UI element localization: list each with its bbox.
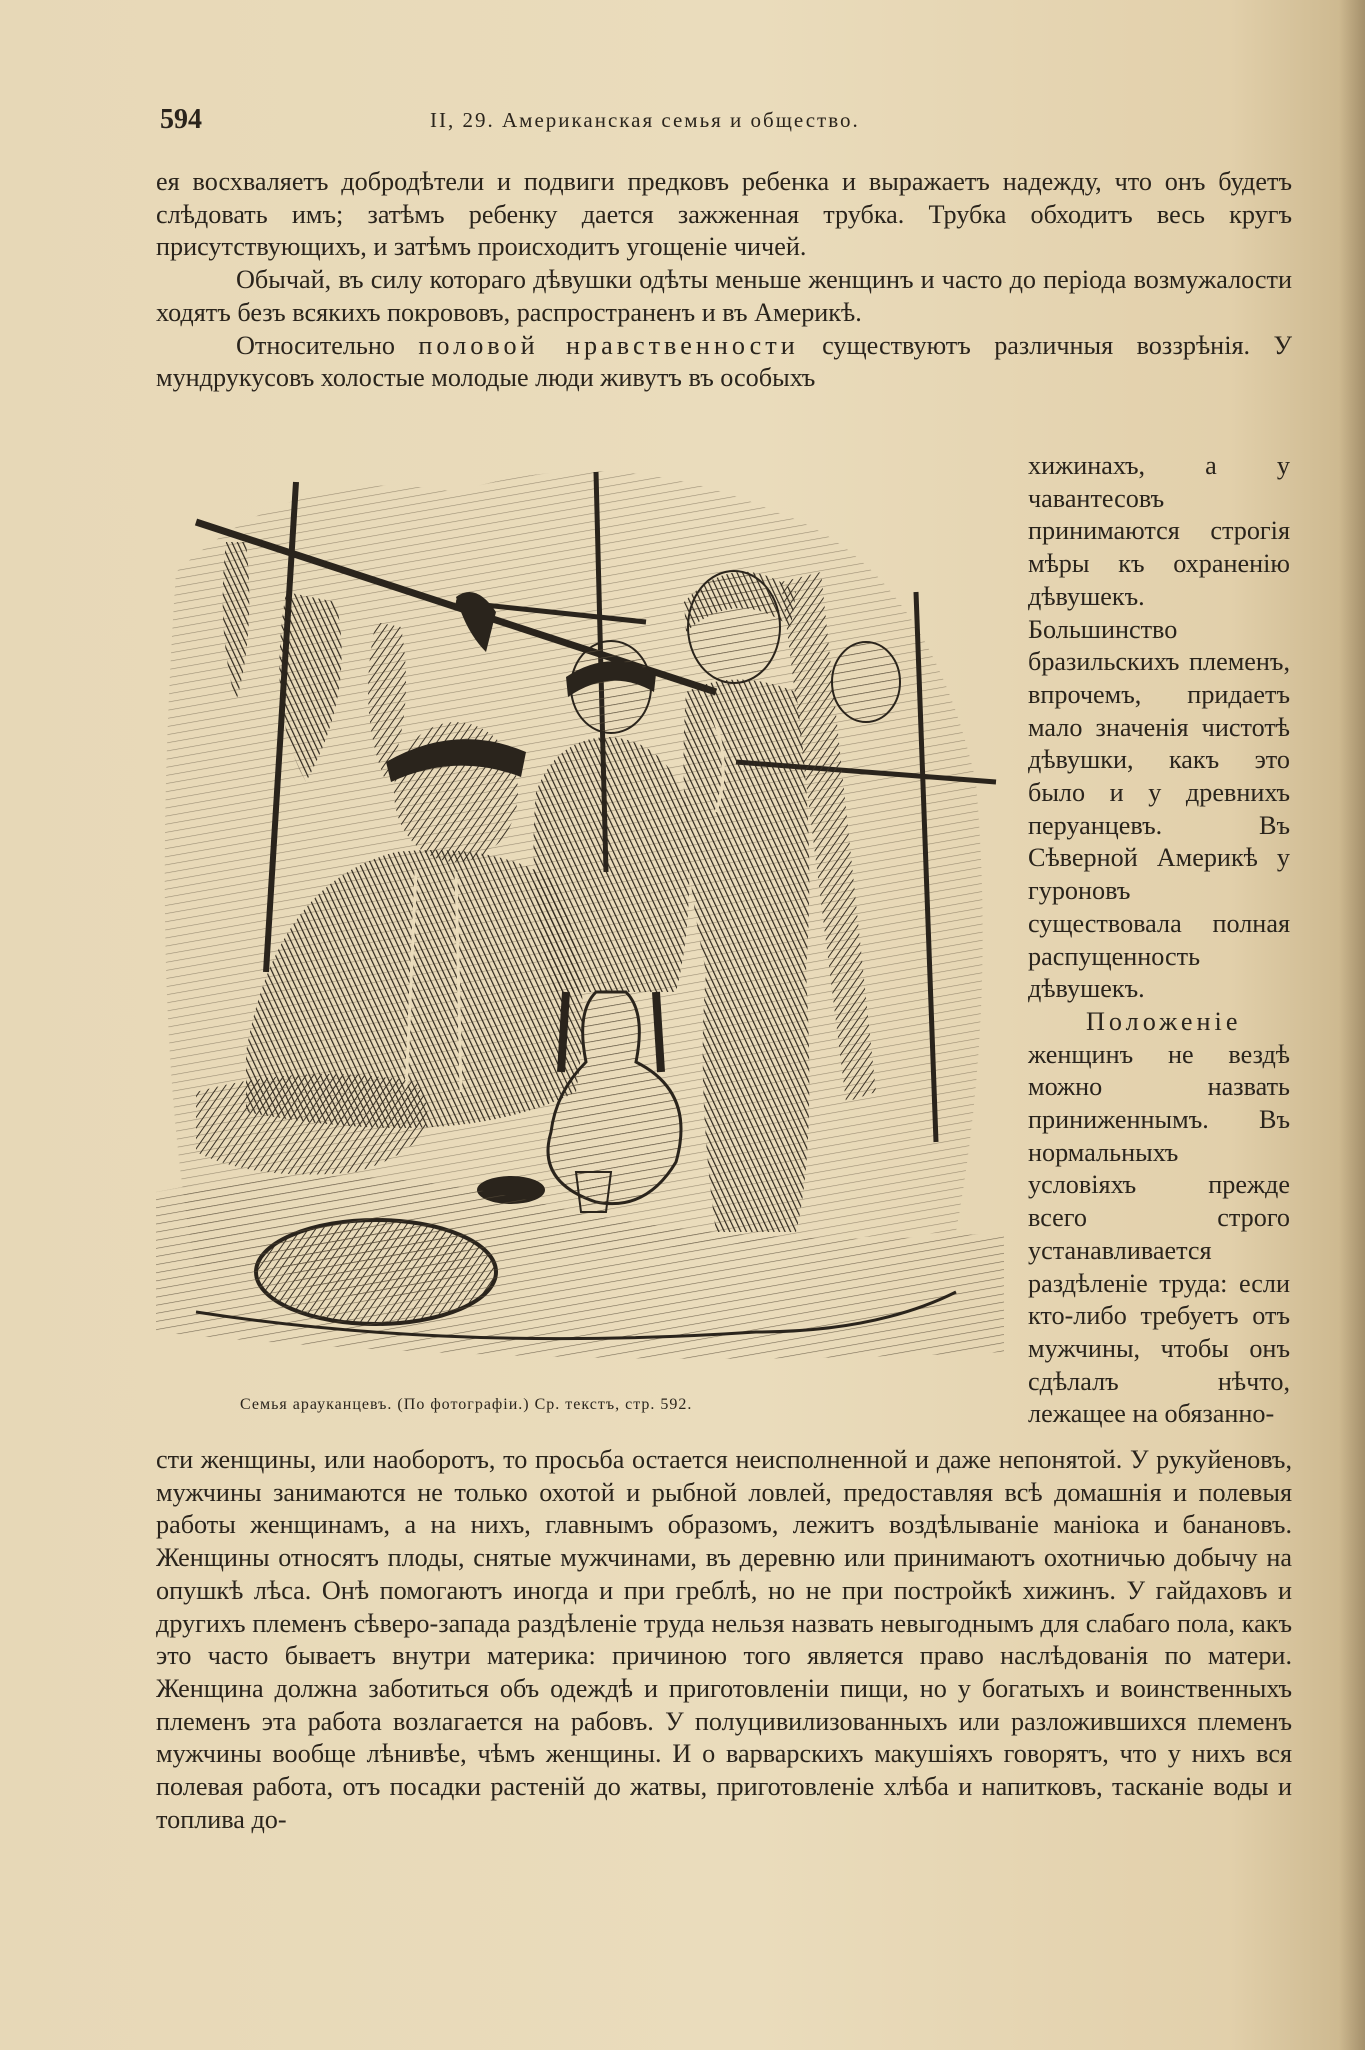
- paragraph-1: ея восхваляетъ добродѣтели и подвиги предковъ ребенка и выражаетъ надежду, что онъ будетъ слѣдовать имъ; затѣмъ ребенку дается зажженная трубка. Трубка обходитъ весь кругъ присутствующихъ, и затѣмъ происходитъ угощеніе чичей.: [156, 167, 1292, 262]
- side-column-part-1: хижинахъ, а у чавантесовъ принимаются строгія мѣры къ охраненію дѣвушекъ. Большинство бразильскихъ племенъ, впрочемъ, придаетъ мало значенія чистотѣ дѣвушки, какъ это было и у древнихъ перуанцевъ. Въ Сѣверной Америкѣ у гуроновъ существовала полная распущенность дѣвушекъ.: [1028, 451, 1290, 1004]
- paragraph-3-spaced-phrase: половой нравственности: [418, 330, 799, 360]
- figure-caption: Семья арауканцевъ. (По фотографіи.) Ср. текстъ, стр. 592.: [240, 1396, 693, 1413]
- side-column-part-2: [1028, 1006, 1290, 1431]
- side-column-part-2-text: женщинъ не вездѣ можно назвать приниженнымъ. Въ нормальныхъ условіяхъ прежде всего строго устанавливается раздѣленіе труда: если кто-либо требуетъ отъ мужчины, чтобы онъ сдѣлалъ нѣчто, лежащее на обязанно-: [1028, 1039, 1290, 1429]
- side-column-text: [1028, 450, 1290, 1431]
- side-column-spaced-lead: Положеніе: [1086, 1006, 1242, 1036]
- araucanian-family-engraving: [156, 452, 1004, 1392]
- paragraph-3-rest: существуютъ различныя воззрѣнія. У мундрукусовъ холостые молодые люди живутъ въ особыхъ: [156, 330, 1293, 393]
- bottom-text-block: [156, 1444, 1292, 1836]
- paragraph-3: [156, 330, 1292, 395]
- paragraph-3-lead: Относительно: [236, 330, 395, 360]
- engraving-figure: [156, 452, 1004, 1392]
- bottom-paragraph: сти женщины, или наоборотъ, то просьба остается неисполненной и даже непонятой. У рукуйеновъ, мужчины занимаются не только охотой и рыбной ловлей, предоставляя всѣ домашнія и полевыя работы женщинамъ, а на нихъ, главнымъ образомъ, лежитъ воздѣлываніе маніока и банановъ. Женщины относятъ плоды, снятые мужчинами, въ деревню или принимаютъ охотничью добычу на опушкѣ лѣса. Онѣ помогаютъ иногда и при греблѣ, но не при постройкѣ хижинъ. У гайдаховъ и другихъ племенъ сѣверо-запада раздѣленіе труда нельзя назвать невыгоднымъ для слабаго пола, какъ это часто бываетъ внутри материка: причиною того является право наслѣдованія по матери. Женщина должна заботиться объ одеждѣ и приготовленіи пищи, но у богатыхъ и воинственныхъ племенъ эта работа возлагается на рабовъ. У полуцивилизованныхъ или разложившихся племенъ мужчины вообще лѣнивѣе, чѣмъ женщины. И о варварскихъ макушіяхъ говорятъ, что у нихъ вся полевая работа, отъ посадки растеній до жатвы, приготовленіе хлѣба и напитковъ, тасканіе воды и топлива до-: [156, 1445, 1292, 1834]
- page-header: [160, 104, 1290, 138]
- baby-figure: [832, 642, 900, 722]
- paragraph-2: Обычай, въ силу котораго дѣвушки одѣты меньше женщинъ и часто до періода возмужалости ходятъ безъ всякихъ покрововъ, распространенъ и въ Америкѣ.: [156, 265, 1292, 327]
- page-spine-shadow: [1339, 0, 1365, 2050]
- page-number: 594: [160, 104, 202, 135]
- top-text-block: [156, 166, 1292, 395]
- running-head: II, 29. Американская семья и общество.: [430, 108, 860, 132]
